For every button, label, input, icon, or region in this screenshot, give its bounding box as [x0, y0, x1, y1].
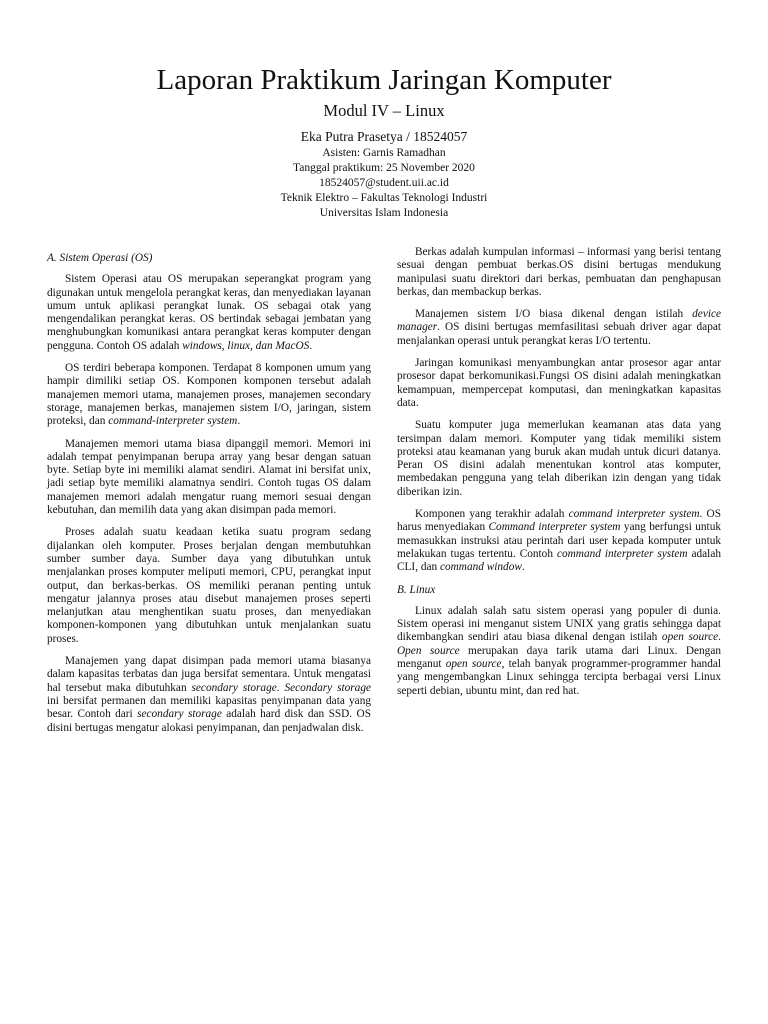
emphasis: Secondary storage [284, 681, 371, 694]
paper-header [0, 62, 768, 221]
department-line: Teknik Elektro – Fakultas Teknologi Industri [280, 192, 488, 204]
emphasis: command interpreter system [568, 508, 700, 521]
text: ini bersifat permanen dan memiliki kapasitas penyimpanan data yang besar. Contoh dari [47, 694, 371, 721]
paragraph [397, 508, 721, 574]
module-subtitle: Modul IV – Linux [323, 101, 445, 120]
emphasis: command interpreter system [556, 547, 688, 560]
university-line: Universitas Islam Indonesia [319, 207, 449, 219]
emphasis: command window [439, 561, 522, 574]
text: . [521, 561, 525, 574]
email-line: 18524057@student.uii.ac.id [319, 177, 449, 189]
paragraph: Berkas adalah kumpulan informasi – informasi yang berisi tentang sesuai dengan pembuat berkas.OS disini bertugas mendukung manipulasi suatu direktori dari berkas, pembuatan dan penghapusan berkas, dan membackup berkas. [397, 246, 721, 298]
section-heading-linux: B. Linux [397, 583, 436, 596]
paragraph [397, 605, 721, 698]
text: Manajemen sistem I/O biasa dikenal dengan istilah [415, 308, 693, 321]
text: , telah banyak programmer-programmer handal yang mengembangkan Linux sehingga tercipta berbagai versi Linux seperti debian, ubuntu mint, dan red hat. [397, 658, 722, 697]
paragraph [47, 362, 371, 428]
text: yang berfungsi untuk memasukkan instruksi atau perintah dari user kepada komputer untuk melakukan tugas tertentu. Contoh [397, 521, 721, 560]
text: adalah CLI, dan [397, 547, 721, 574]
emphasis: open source [661, 631, 719, 644]
date-line: Tanggal praktikum: 25 November 2020 [293, 162, 475, 174]
paragraph [47, 655, 371, 735]
paragraph [397, 308, 721, 348]
emphasis: Open source [397, 644, 460, 657]
paragraph: Suatu komputer juga memerlukan keamanan atas data yang tersimpan dalam memori. Komputer yang tidak memiliki sistem proteksi atau keamanan yang buruk akan mudah untuk dicuri datanya. Peran OS disini adalah menentukan kontrol atas komputer, membedakan pengguna yang telah diberikan izin dengan yang tidak diberikan izin. [397, 419, 721, 498]
paragraph: Manajemen memori utama biasa dipanggil memori. Memori ini adalah tempat penyimpanan berupa array yang besar dengan satuan byte. Setiap byte ini memiliki alamat sendiri. Alamat ini bersifat unix, jadi setiap byte memiliki alamatnya sendiri. Contoh tugas OS dalam manajemen memori adalah mengatur ruang memori sesuai dengan kebutuhan, dan memilih data yang akan disimpan pada memori. [47, 437, 371, 517]
text: Sistem Operasi atau OS merupakan seperangkat program yang digunakan untuk mengelola perangkat keras, dan menyediakan layanan umum untuk aplikasi perangkat lunak. OS sebagai otak yang mengendalikan perangkat keras. OS bertindak sebagai jembatan yang menghubungkan komunikasi antara perangkat keras komputer dengan pengguna. Contoh OS adalah [47, 273, 371, 352]
emphasis: secondary storage [137, 708, 222, 721]
emphasis: command-interpreter system [108, 415, 238, 428]
text: merupakan daya tarik utama dari Linux. Dengan menganut [397, 644, 721, 671]
left-column [47, 246, 371, 744]
emphasis: open source [445, 658, 502, 671]
paragraph [47, 273, 371, 353]
paragraph: Jaringan komunikasi menyambungkan antar prosesor agar antar prosesor dapat berkomunikasi.Fungsi OS disini adalah meningkatkan kemampuan, mempercepat komputasi, dan meningkatkan kapasitas data. [397, 357, 721, 409]
author-line: Eka Putra Prasetya / 18524057 [300, 129, 468, 144]
paper-title: Laporan Praktikum Jaringan Komputer [156, 64, 612, 96]
emphasis: windows, linux, dan MacOS [182, 339, 310, 352]
text: Manajemen yang dapat disimpan pada memori utama biasanya dalam kapasitas terbatas dan juga bersifat sementara. Untuk mengatasi hal tersebut maka dibutuhkan [47, 655, 371, 694]
section-heading-os: A. Sistem Operasi (OS) [47, 252, 153, 264]
text: . [276, 681, 285, 694]
text: . OS disini bertugas memfasilitasi sebuah driver agar dapat menjalankan operasi untuk perangkat keras I/O tertentu. [397, 321, 721, 347]
text: . [309, 339, 313, 352]
text: adalah hard disk dan SSD. OS disini bertugas mengatur alokasi penyimpanan, dan penjadwalan disk. [47, 708, 371, 734]
right-column [397, 246, 721, 707]
text: . OS harus menyediakan [397, 508, 721, 534]
emphasis: secondary storage [191, 681, 277, 694]
paragraph: Proses adalah suatu keadaan ketika suatu program sedang dijalankan oleh komputer. Proses berjalan dengan membutuhkan sumber sumber daya. Sumber daya yang dibutuhkan untuk menjalankan proses komputer meliputi memori, CPU, perangkat input output, dan berkas-berkas. OS memiliki peranan penting untuk mengatur jalannya proses atau disebut manajemen proses seperti melanjutkan atau menghentikan suatu proses, dan menyediakan komponen-komponen yang dibutuhkan untuk menjalankan suatu proses. [47, 526, 371, 645]
text: Komponen yang terakhir adalah [415, 508, 569, 521]
text: . [237, 415, 241, 428]
text: . [718, 631, 721, 644]
text: OS terdiri beberapa komponen. Terdapat 8 komponen umum yang hampir dimiliki setiap OS. Komponen komponen tersebut adalah manajemen memori utama, manajemen proses, manajemen secondary storage, manajemen berkas, manajemen sistem I/O, jaringan, sistem proteksi, dan [47, 362, 371, 428]
emphasis: Command interpreter system [488, 521, 621, 534]
assistant-line: Asisten: Garnis Ramadhan [322, 147, 446, 159]
text: Linux adalah salah satu sistem operasi yang populer di dunia. Sistem operasi ini menganut sistem UNIX yang gratis sehingga dapat dikembangkan sendiri atau biasa dikenal dengan istilah [397, 604, 721, 644]
emphasis: device manager [397, 308, 721, 334]
